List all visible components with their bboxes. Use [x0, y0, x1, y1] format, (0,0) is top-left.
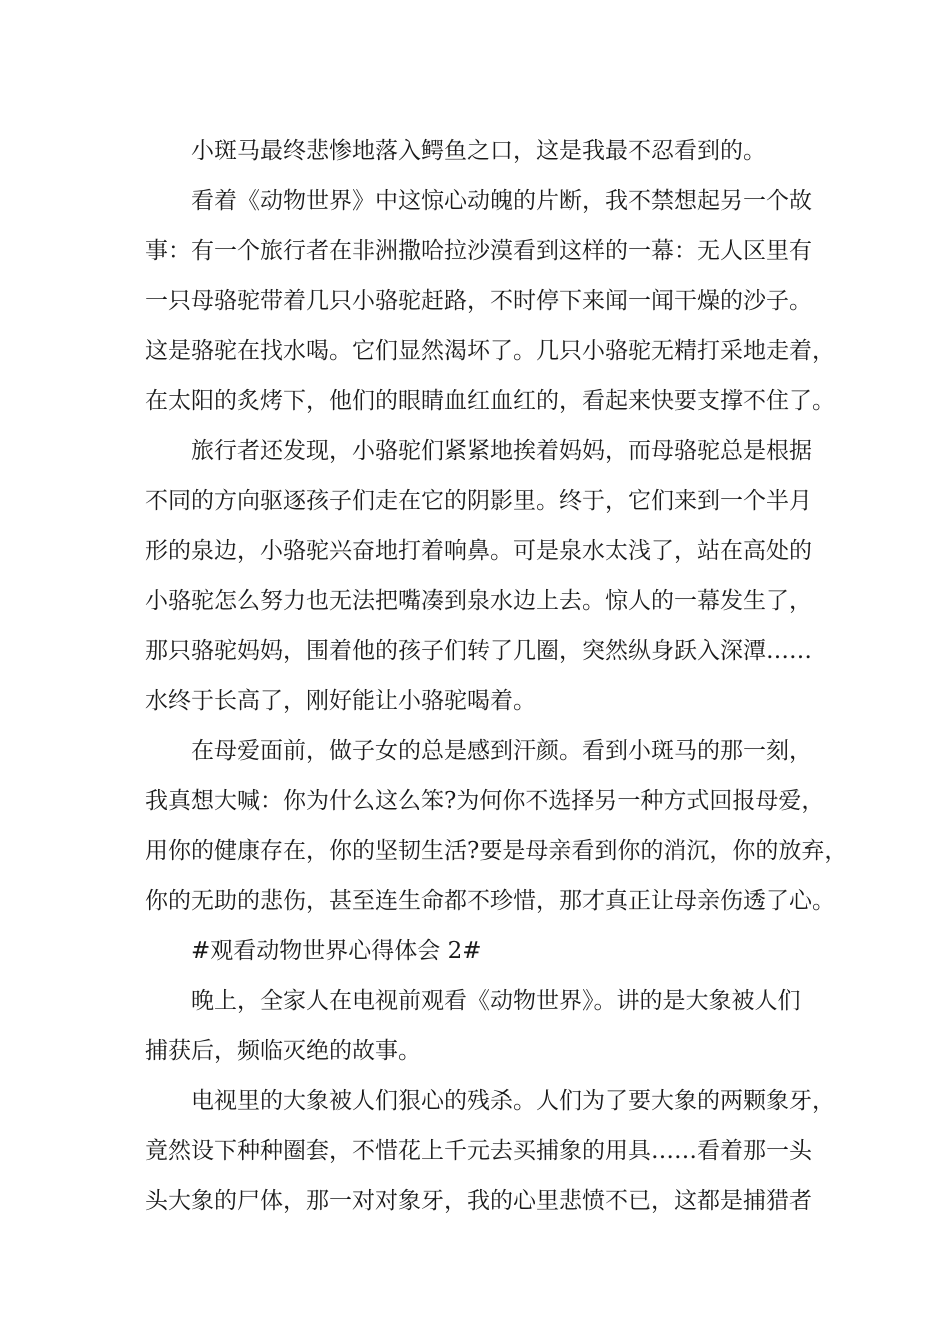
paragraph-line: 在母爱面前，做子女的总是感到汗颜。看到小斑马的那一刻， — [191, 738, 812, 764]
paragraph-line: 我真想大喊：你为什么这么笨?为何你不选择另一种方式回报母爱， — [145, 788, 825, 814]
paragraph-line: 形的泉边，小骆驼兴奋地打着响鼻。可是泉水太浅了，站在高处的 — [145, 538, 812, 564]
section-heading: #观看动物世界心得体会 2# — [191, 938, 482, 964]
paragraph-line: 电视里的大象被人们狠心的残杀。人们为了要大象的两颗象牙， — [191, 1088, 835, 1114]
paragraph-line: 一只母骆驼带着几只小骆驼赶路，不时停下来闻一闻干燥的沙子。 — [145, 288, 812, 314]
paragraph-line: 竟然设下种种圈套，不惜花上千元去买捕象的用具……看着那一头 — [145, 1138, 812, 1164]
paragraph-line: 小骆驼怎么努力也无法把嘴凑到泉水边上去。惊人的一幕发生了， — [145, 588, 812, 614]
paragraph-line: 在太阳的炙烤下，他们的眼睛血红血红的，看起来快要支撑不住了。 — [145, 388, 835, 414]
paragraph-line: 看着《动物世界》中这惊心动魄的片断，我不禁想起另一个故 — [191, 188, 812, 214]
paragraph-line: 你的无助的悲伤，甚至连生命都不珍惜，那才真正让母亲伤透了心。 — [145, 888, 835, 914]
paragraph-line: 事：有一个旅行者在非洲撒哈拉沙漠看到这样的一幕：无人区里有 — [145, 238, 812, 264]
paragraph-line: 水终于长高了，刚好能让小骆驼喝着。 — [145, 688, 536, 714]
paragraph-line: 捕获后，频临灭绝的故事。 — [145, 1038, 421, 1064]
paragraph-line: 不同的方向驱逐孩子们走在它的阴影里。终于，它们来到一个半月 — [145, 488, 812, 514]
paragraph-line: 那只骆驼妈妈，围着他的孩子们转了几圈，突然纵身跃入深潭…… — [145, 638, 812, 664]
paragraph-line: 旅行者还发现，小骆驼们紧紧地挨着妈妈，而母骆驼总是根据 — [191, 438, 812, 464]
paragraph-line: 这是骆驼在找水喝。它们显然渴坏了。几只小骆驼无精打采地走着， — [145, 338, 835, 364]
paragraph-line: 晚上，全家人在电视前观看《动物世界》。讲的是大象被人们 — [191, 988, 801, 1014]
paragraph-line: 用你的健康存在，你的坚韧生活?要是母亲看到你的消沉，你的放弃， — [145, 838, 848, 864]
paragraph-line: 小斑马最终悲惨地落入鳄鱼之口，这是我最不忍看到的。 — [191, 138, 766, 164]
paragraph-line: 头大象的尸体，那一对对象牙，我的心里悲愤不已，这都是捕猎者 — [145, 1188, 812, 1214]
